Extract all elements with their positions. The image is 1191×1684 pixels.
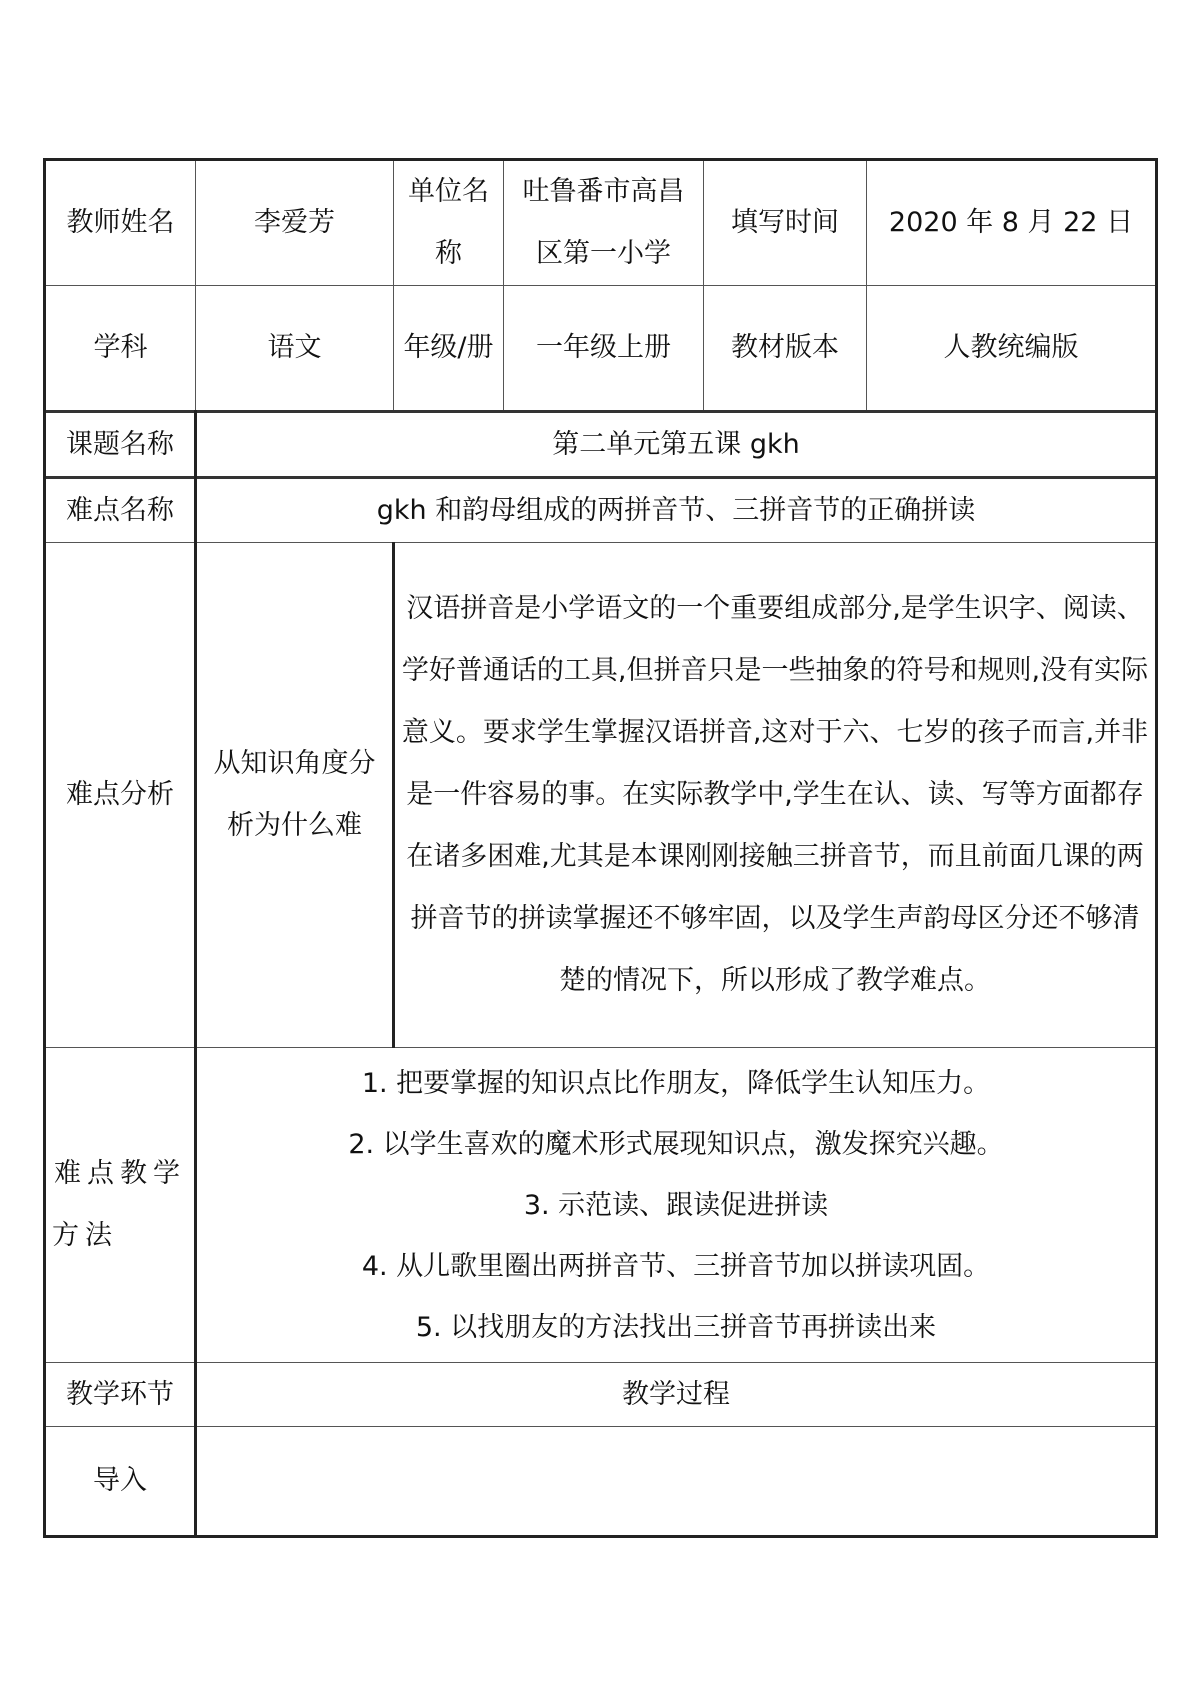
table-row bbox=[45, 286, 1157, 412]
difficulty-label: 难点名称 bbox=[45, 478, 196, 543]
list-item: 4. 从儿歌里圈出两拼音节、三拼音节加以拼读巩固。 bbox=[361, 1250, 991, 1282]
table-row bbox=[45, 1363, 1157, 1427]
textbook-edition-label: 教材版本 bbox=[704, 286, 867, 412]
grade-label: 年级/册 bbox=[394, 286, 504, 412]
analysis-text: 汉语拼音是小学语文的一个重要组成部分,是学生识字、阅读、学好普通话的工具,但拼音只是一些抽象的符号和规则,没有实际意义。要求学生掌握汉语拼音,这对于六、七岁的孩子而言,并非是一件容易的事。在实际教学中,学生在认、读、写等方面都存在诸多困难,尤其是本课刚刚接触三拼音节，而且前面几课的两拼音节的拼读掌握还不够牢固，以及学生声韵母区分还不够清楚的情况下，所以形成了教学难点。 bbox=[394, 543, 1157, 1048]
teacher-name-value: 李爱芳 bbox=[196, 160, 394, 286]
table-row bbox=[45, 478, 1157, 543]
teaching-process-header: 教学过程 bbox=[196, 1363, 1157, 1427]
table-row bbox=[45, 412, 1157, 478]
topic-value: 第二单元第五课 gkh bbox=[196, 412, 1157, 478]
topic-label: 课题名称 bbox=[45, 412, 196, 478]
table-row bbox=[45, 160, 1157, 286]
list-item: 3. 示范读、跟读促进拼读 bbox=[523, 1189, 829, 1221]
teaching-stage-label: 教学环节 bbox=[45, 1363, 196, 1427]
table-row bbox=[45, 1427, 1157, 1537]
subject-label: 学科 bbox=[45, 286, 196, 412]
teacher-name-label: 教师姓名 bbox=[45, 160, 196, 286]
subject-value: 语文 bbox=[196, 286, 394, 412]
table-row bbox=[45, 1048, 1157, 1363]
fill-date-value: 2020 年 8 月 22 日 bbox=[867, 160, 1157, 286]
fill-date-label: 填写时间 bbox=[704, 160, 867, 286]
list-item: 1. 把要掌握的知识点比作朋友，降低学生认知压力。 bbox=[361, 1067, 991, 1099]
intro-label: 导入 bbox=[45, 1427, 196, 1537]
methods-label: 难点教学方法 bbox=[45, 1048, 196, 1363]
textbook-edition-value: 人教统编版 bbox=[867, 286, 1157, 412]
list-item: 5. 以找朋友的方法找出三拼音节再拼读出来 bbox=[415, 1311, 937, 1343]
list-item: 2. 以学生喜欢的魔术形式展现知识点，激发探究兴趣。 bbox=[348, 1128, 1004, 1160]
unit-name-label: 单位名称 bbox=[394, 160, 504, 286]
unit-name-value: 吐鲁番市高昌区第一小学 bbox=[504, 160, 704, 286]
difficulty-value: gkh 和韵母组成的两拼音节、三拼音节的正确拼读 bbox=[196, 478, 1157, 543]
grade-value: 一年级上册 bbox=[504, 286, 704, 412]
lesson-plan-table bbox=[43, 158, 1158, 1538]
analysis-label: 难点分析 bbox=[45, 543, 196, 1048]
table-row bbox=[45, 543, 1157, 1048]
methods-list bbox=[196, 1048, 1157, 1363]
intro-content bbox=[196, 1427, 1157, 1537]
analysis-sub-label: 从知识角度分析为什么难 bbox=[196, 543, 394, 1048]
